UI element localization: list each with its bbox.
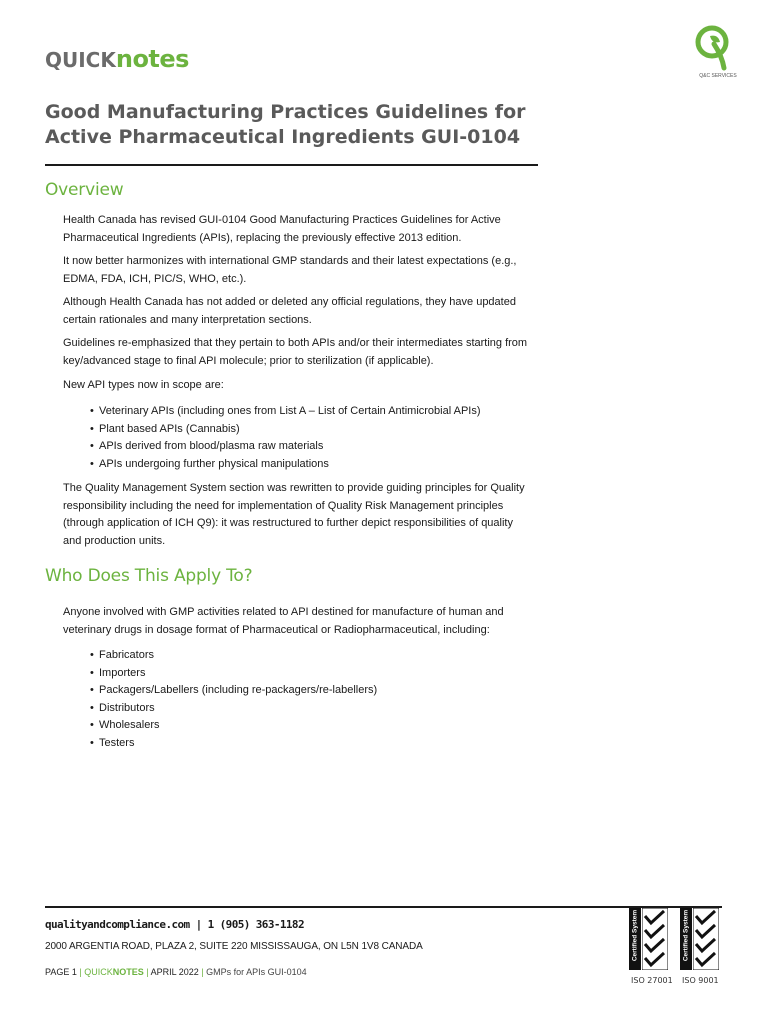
overview-paragraph: Guidelines re-emphasized that they pertain to both APIs and/or their intermediates starting from key/advanced stage to final API molecule; prior to sterilization (if applicable). (63, 337, 528, 367)
title-line-1: Good Manufacturing Practices Guidelines for (45, 101, 526, 123)
separator: | (143, 967, 151, 977)
overview-paragraph: Although Health Canada has not added or deleted any official regulations, they have updated certain rationales and many interpretation sections. (63, 296, 516, 326)
page-number: PAGE 1 (45, 967, 77, 977)
brand-subtitle: Q&C SERVICES (699, 73, 737, 79)
separator: | (76, 967, 85, 977)
list-item: • Plant based APIs (Cannabis) (90, 421, 481, 439)
overview-paragraph: New API types now in scope are: (63, 379, 224, 391)
footer-date: APRIL 2022 (150, 967, 199, 977)
applies-to-list (90, 647, 377, 752)
qc-services-logo (684, 22, 744, 82)
cert-ribbon-text: Certified System (682, 909, 690, 962)
api-types-list (90, 403, 481, 473)
overview-heading: Overview (45, 180, 124, 200)
list-item: • Packagers/Labellers (including re-packagers/re-labellers) (90, 682, 377, 700)
title-line-2: Active Pharmaceutical Ingredients GUI-0104 (45, 126, 521, 148)
cert-ribbon (680, 908, 692, 970)
list-item: • APIs undergoing further physical manipulations (90, 456, 481, 474)
qms-paragraph: The Quality Management System section was rewritten to provide guiding principles for Quality responsibility including the need for implementation of Quality Risk Management principles (through application of ICH Q9): it was restructured to further depict responsibilities of quality and production units. (63, 482, 525, 547)
quicknotes-logo (45, 44, 189, 75)
list-item: • Wholesalers (90, 717, 377, 735)
list-item: • Veterinary APIs (including ones from List A – List of Certain Antimicrobial APIs) (90, 403, 481, 421)
title-divider (45, 164, 538, 166)
checkmark-seal-icon (693, 908, 719, 970)
overview-paragraph: It now better harmonizes with international GMP standards and their latest expectations (e.g., EDMA, FDA, ICH, PIC/S, WHO, etc.). (63, 255, 517, 285)
cert-ribbon-text: Certified System (631, 909, 639, 962)
separator: | (198, 967, 207, 977)
apply-intro: Anyone involved with GMP activities related to API destined for manufacture of human and veterinary drugs in dosage format of Pharmaceutical or Radiopharmaceutical, including: (63, 606, 504, 636)
address-line: 2000 ARGENTIA ROAD, PLAZA 2, SUITE 220 MISSISSAUGA, ON L5N 1V8 CANADA (45, 941, 423, 952)
overview-paragraph: Health Canada has revised GUI-0104 Good Manufacturing Practices Guidelines for Active Pharmaceutical Ingredients (APIs), replacing the previously effective 2013 edition. (63, 214, 501, 244)
page-footer-line (45, 967, 307, 977)
footer-notes: NOTES (112, 967, 144, 977)
iso-9001-label: ISO 9001 (682, 976, 719, 985)
logo-quick: QUICK (45, 48, 116, 72)
q-leaf-logo-icon (684, 22, 744, 74)
list-item: • Importers (90, 665, 377, 683)
contact-line[interactable]: qualityandcompliance.com | 1 (905) 363-1182 (45, 918, 304, 931)
iso-27001-label: ISO 27001 (631, 976, 673, 985)
footer-divider (45, 906, 722, 908)
list-item: • APIs derived from blood/plasma raw materials (90, 438, 481, 456)
footer-quick: QUICK (84, 967, 113, 977)
list-item: • Testers (90, 735, 377, 753)
list-item: • Fabricators (90, 647, 377, 665)
page-title (45, 100, 545, 150)
iso-9001-badge (680, 908, 720, 970)
footer-doc-title: GMPs for APIs GUI-0104 (206, 967, 307, 977)
logo-notes: notes (115, 45, 189, 73)
list-item: • Distributors (90, 700, 377, 718)
apply-heading: Who Does This Apply To? (45, 566, 253, 586)
checkmark-seal-icon (642, 908, 668, 970)
cert-ribbon (629, 908, 641, 970)
iso-27001-badge (629, 908, 669, 970)
